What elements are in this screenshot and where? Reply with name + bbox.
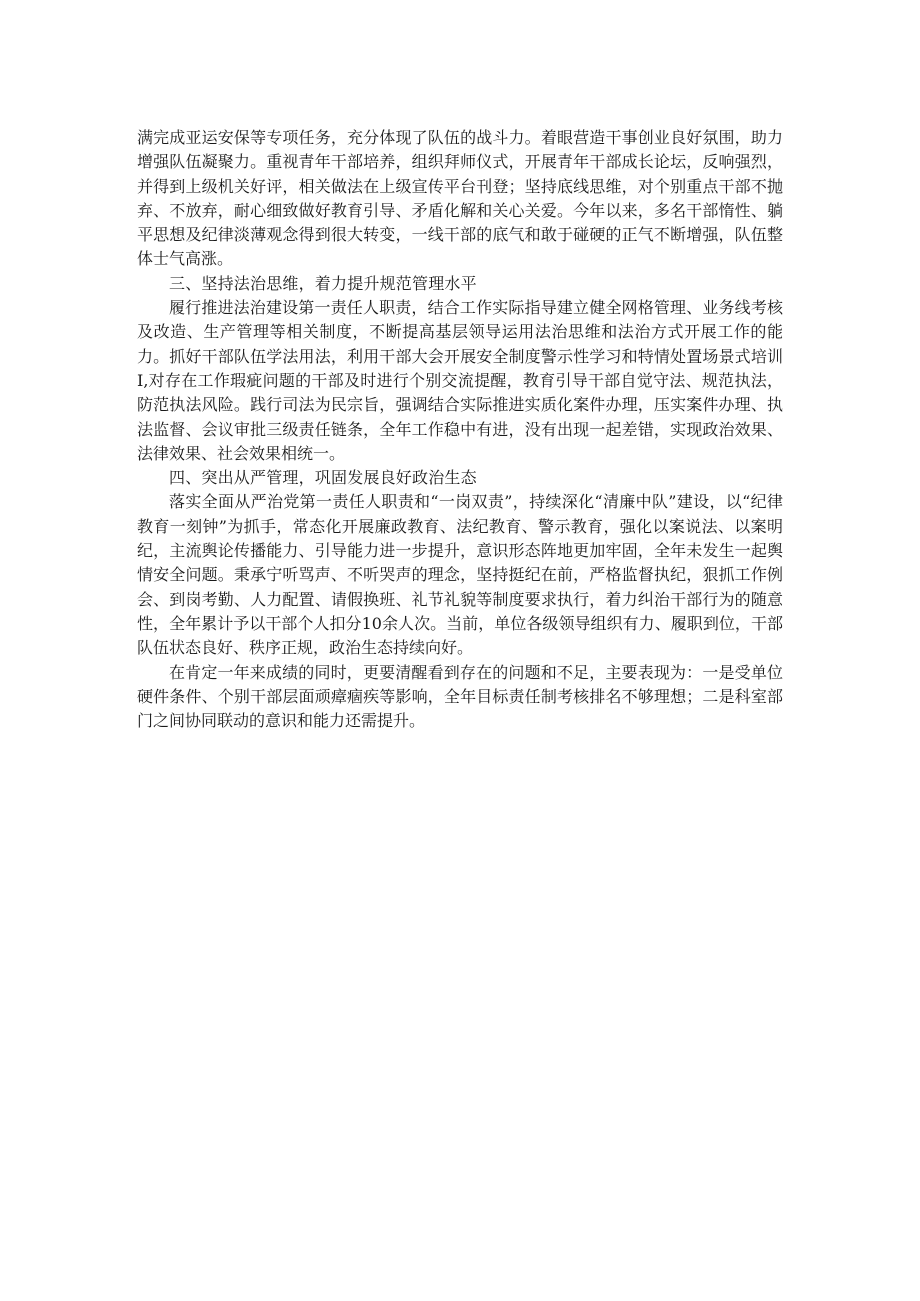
section-heading-three: 三、坚持法治思维，着力提升规范管理水平 bbox=[169, 273, 477, 293]
document-body bbox=[137, 126, 783, 733]
paragraph-continuation: 满完成亚运安保等专项任务，充分体现了队伍的战斗力。着眼营造干事创业良好氛围，助力增强队伍凝聚力。重视青年干部培养，组织拜师仪式，开展青年干部成长论坛，反响强烈，并得到上级机关好评，相关做法在上级宣传平台刊登；坚持底线思维，对个别重点干部不抛弃、不放弃，耐心细致做好教育引导、矛盾化解和关心关爱。今年以来，多名干部惰性、躺平思想及纪律淡薄观念得到很大转变，一线干部的底气和敢于碰硬的正气不断增强，队伍整体士气高涨。 bbox=[137, 128, 783, 269]
paragraph-problems: 在肯定一年来成绩的同时，更要清醒看到存在的问题和不足，主要表现为：一是受单位硬件条件、个别干部层面顽瘴痼疾等影响，全年目标责任制考核排名不够理想；二是科室部门之间协同联动的意识和能力还需提升。 bbox=[137, 662, 783, 731]
paragraph-strict-management: 落实全面从严治党第一责任人职责和“一岗双责”，持续深化“清廉中队”建设，以“纪律教育一刻钟”为抓手，常态化开展廉政教育、法纪教育、警示教育，强化以案说法、以案明纪，主流舆论传播能力、引导能力进一步提升，意识形态阵地更加牢固，全年未发生一起舆情安全问题。秉承宁听骂声、不听哭声的理念，坚持挺纪在前，严格监督执纪，狠抓工作例会、到岗考勤、人力配置、请假换班、礼节礼貌等制度要求执行，着力纠治干部行为的随意性，全年累计予以干部个人扣分10余人次。当前，单位各级领导组织有力、履职到位，干部队伍状态良好、秩序正规，政治生态持续向好。 bbox=[137, 492, 783, 658]
section-heading-four: 四、突出从严管理，巩固发展良好政治生态 bbox=[169, 468, 477, 488]
paragraph-rule-of-law: 履行推进法治建设第一责任人职责，结合工作实际指导建立健全网格管理、业务线考核及改造、生产管理等相关制度，不断提高基层领导运用法治思维和法治方式开展工作的能力。抓好干部队伍学法用法，利用干部大会开展安全制度警示性学习和特情处置场景式培训I,对存在工作瑕疵问题的干部及时进行个别交流提醒，教育引导干部自觉守法、规范执法，防范执法风险。践行司法为民宗旨，强调结合实际推进实质化案件办理，压实案件办理、执法监督、会议审批三级责任链条，全年工作稳中有进，没有出现一起差错，实现政治效果、法律效果、社会效果相统一。 bbox=[137, 298, 783, 463]
